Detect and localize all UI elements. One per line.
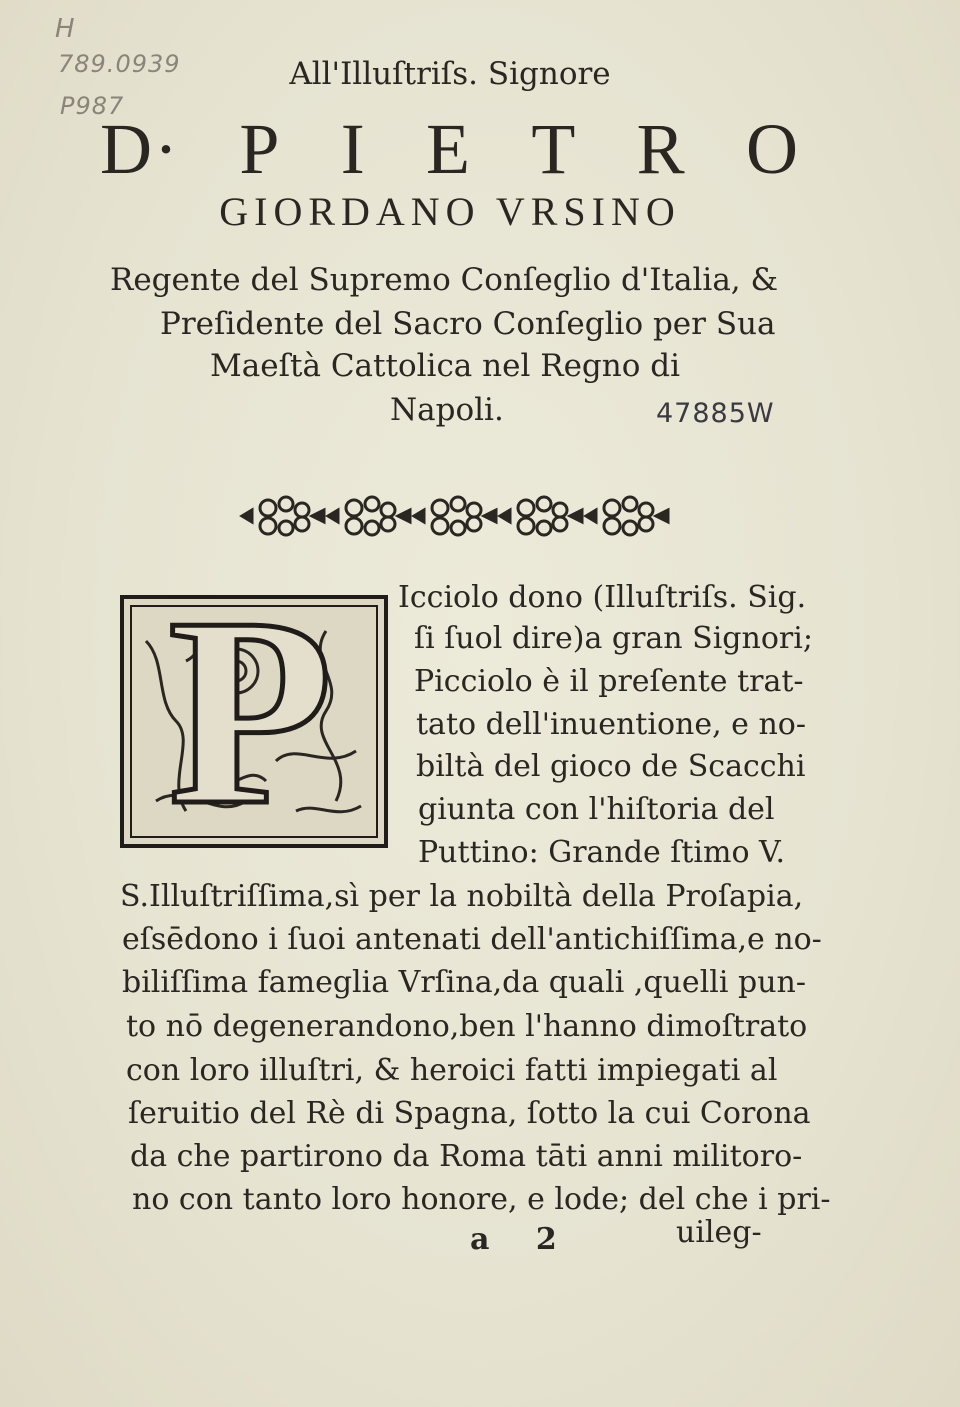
body-text-line: eſsēdono i ſuoi antenati dell'antichiſſima,e no- — [122, 922, 822, 957]
dedication-salutation: All'Illuſtriſs. Signore — [289, 56, 611, 92]
signature-mark: a 2 — [470, 1222, 575, 1257]
body-text-line: no con tanto loro honore, e lode; del che i pri- — [132, 1182, 831, 1217]
dedicatee-title-line: Preſidente del Sacro Conſeglio per Sua — [160, 306, 776, 342]
body-text-line: biliſſima fameglia Vrſina,da quali ,quelli pun- — [122, 965, 806, 1000]
name-letter: O — [745, 109, 800, 189]
name-letter: I — [340, 109, 367, 189]
initial-letter: P — [168, 562, 333, 861]
body-text-line: tato dell'inuentione, e no- — [416, 707, 806, 742]
name-letter: E — [426, 109, 472, 189]
dedicatee-name — [100, 108, 800, 191]
body-text-line: S.Illuſtriſſima,sì per la nobiltà della Proſapia, — [120, 879, 804, 914]
body-text-line: da che partirono da Roma tāti anni militoro- — [130, 1139, 803, 1174]
dedicatee-title-line: Napoli. — [390, 392, 504, 428]
body-text-line: Picciolo è il preſente trat- — [414, 664, 804, 699]
body-text-line: Icciolo dono (Illuſtriſs. Sig. — [398, 580, 807, 615]
body-text-line: biltà del gioco de Scacchi — [416, 749, 806, 784]
library-catalog-number: 47885W — [656, 398, 775, 429]
body-text-line: con loro illuſtri, & heroici fatti impiegati al — [126, 1053, 778, 1088]
body-text-line: ſi ſuol dire)a gran Signori; — [414, 621, 813, 656]
name-letter: T — [531, 109, 578, 189]
dedicatee-title-line: Maeſtà Cattolica nel Regno di — [210, 348, 680, 384]
body-text-line: to nō degenerandono,ben l'hanno dimoſtrato — [126, 1009, 808, 1044]
body-text-line: ſeruitio del Rè di Spagna, ſotto la cui Corona — [128, 1096, 811, 1131]
name-letter: D· — [100, 109, 180, 189]
fleuron-ornament-band — [238, 486, 670, 546]
name-letter: P — [239, 109, 282, 189]
dedicatee-surname: GIORDANO VRSINO — [219, 189, 681, 234]
handwritten-pressmark: P987 — [60, 92, 125, 120]
body-text-line: giunta con l'hiſtoria del — [418, 792, 775, 827]
dedicatee-title-line: Regente del Supremo Conſeglio d'Italia, & — [110, 262, 779, 298]
decorated-initial — [120, 562, 388, 861]
body-text-line: Puttino: Grande ſtimo V. — [418, 835, 786, 870]
name-letter: R — [636, 109, 687, 189]
handwritten-shelfmark: 789.0939 — [58, 50, 181, 78]
catchword: uileg- — [676, 1215, 762, 1250]
handwritten-mark: H — [55, 14, 76, 44]
